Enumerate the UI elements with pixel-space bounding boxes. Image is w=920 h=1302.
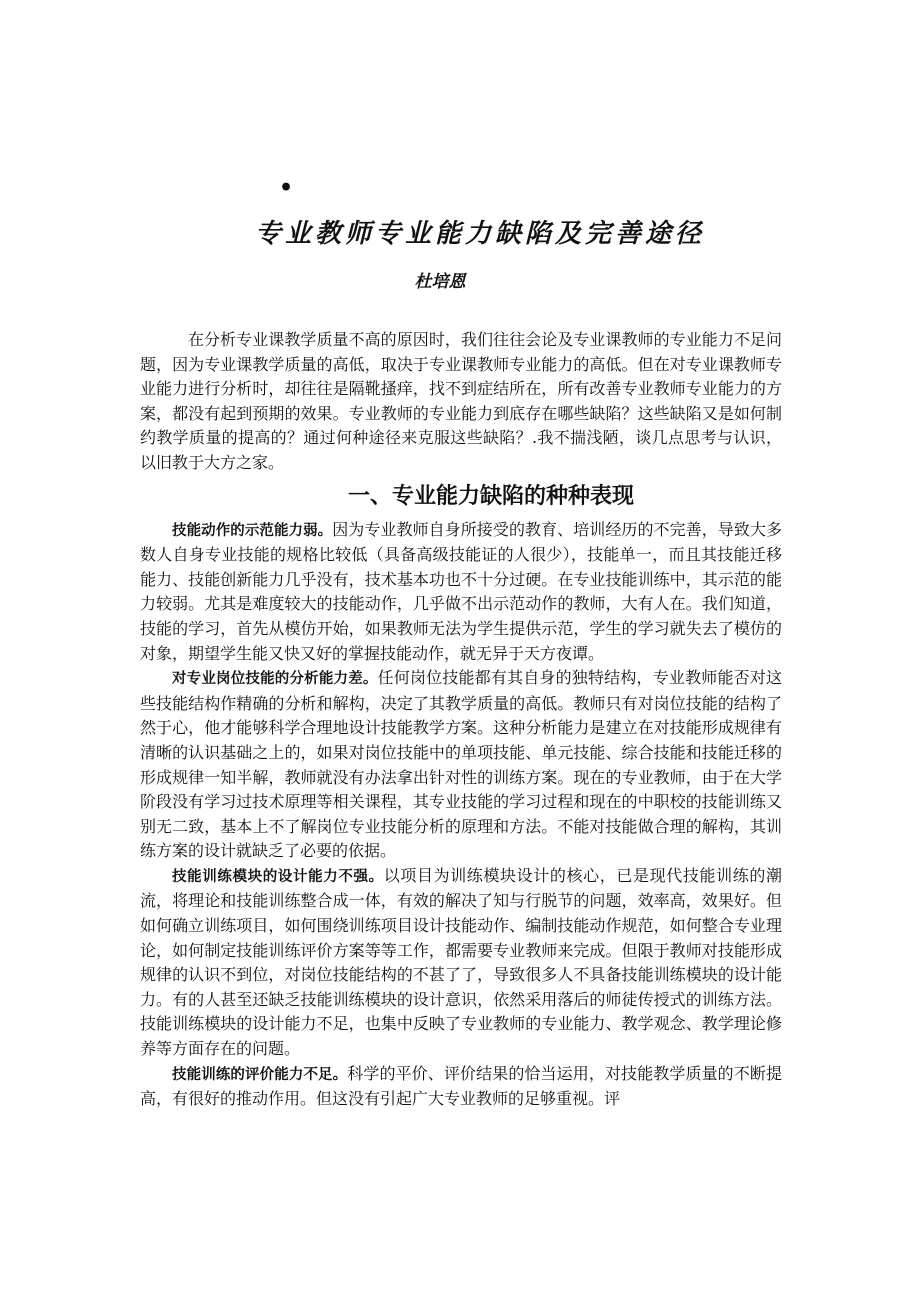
section-heading: 一、专业能力缺陷的种种表现 — [347, 483, 634, 509]
body-paragraph — [140, 518, 782, 667]
document-author: 杜培恩 — [414, 272, 466, 292]
paragraph-text: 以项目为训练模块设计的核心，已是现代技能训练的潮流，将理论和技能训练整合成一体，有效的解决了知与行脱节的问题，效率高，效果好。但如何确立训练项目，如何围绕训练项目设计技能动作、编制技能动作规范，如何整合专业理论，如何制定技能训练评价方案等等工作，都需要专业教师来完成。但限于教师对技能形成规律的认识不到位，对岗位技能结构的不甚了了，导致很多人不具备技能训练模块的设计能力。有的人甚至还缺乏技能训练模块的设计意识，依然采用落后的师徒传授式的训练方法。技能训练模块的设计能力不足，也集中反映了专业教师的专业能力、教学观念、教学理论修养等方面存在的问题。 — [140, 865, 782, 1059]
paragraph-text: 因为专业教师自身所接受的教育、培训经历的不完善，导致大多数人自身专业技能的规格比较低（具备高级技能证的人很少），技能单一，而且其技能迁移能力、技能创新能力几乎没有，技术基本功也不十分过硬。在专业技能训练中，其示范的能力较弱。尤其是难度较大的技能动作，几乎做不出示范动作的教师，大有人在。我们知道，技能的学习，首先从模仿开始，如果教师无法为学生提供示范，学生的学习就失去了模仿的对象，期望学生能又快又好的掌握技能动作，就无异于天方夜谭。 — [140, 519, 782, 663]
bullet-marker: • — [279, 175, 294, 201]
document-body — [140, 328, 782, 1112]
body-paragraph — [140, 864, 782, 1062]
paragraph-lead: 技能训练模块的设计能力不强。 — [172, 868, 384, 885]
paragraph-text: 科学的平价、评价结果的恰当运用，对技能教学质量的不断提高，有很好的推动作用。但这没有引起广大专业教师的足够重视。评 — [140, 1063, 782, 1109]
paragraph-text: 任何岗位技能都有其自身的独特结构，专业教师能否对这些技能结构作精确的分析和解构，决定了其教学质量的高低。教师只有对岗位技能的结构了然于心，他才能够科学合理地设计技能教学方案。这种分析能力是建立在对技能形成规律有清晰的认识基础之上的，如果对岗位技能中的单项技能、单元技能、综合技能和技能迁移的形成规律一知半解，教师就没有办法拿出针对性的训练方案。现在的专业教师，由于在大学阶段没有学习过技术原理等相关课程，其专业技能的学习过程和现在的中职校的技能训练又别无二致，基本上不了解岗位专业技能分析的原理和方法。不能对技能做合理的解构，其训练方案的设计就缺乏了必要的依据。 — [140, 668, 782, 861]
body-paragraph — [140, 666, 782, 864]
body-paragraph — [140, 1062, 782, 1112]
intro-paragraph: 在分析专业课教学质量不高的原因时，我们往往会论及专业课教师的专业能力不足问题，因为专业课教学质量的高低，取决于专业课教师专业能力的高低。但在对专业课教师专业能力进行分析时，却往往是隔靴搔痒，找不到症结所在，所有改善专业教师专业能力的方案，都没有起到预期的效果。专业教师的专业能力到底存在哪些缺陷？这些缺陷又是如何制约教学质量的提高的？通过何种途径来克服这些缺陷？.我不揣浅陋，谈几点思考与认识，以旧教于大方之家。 — [140, 330, 782, 472]
paragraph-lead: 技能动作的示范能力弱。 — [172, 522, 333, 539]
paragraph-lead: 技能训练的评价能力不足。 — [172, 1066, 348, 1083]
document-title: 专业教师专业能力缺陷及完善途径 — [254, 219, 705, 249]
paragraph-lead: 对专业岗位技能的分析能力差。 — [172, 671, 378, 688]
